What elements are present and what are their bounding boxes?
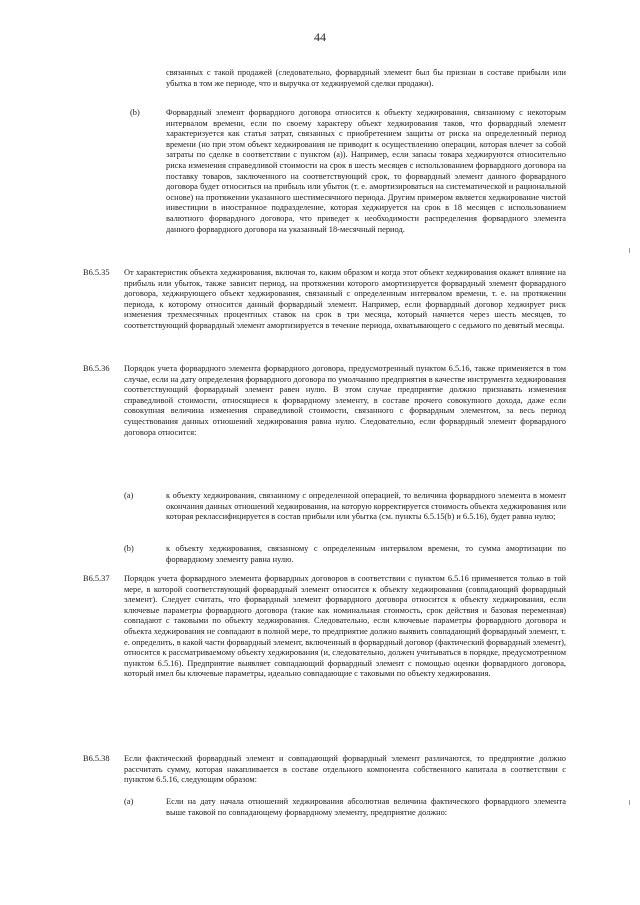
clause-b6535-label: B6.5.35 [83,268,110,277]
clause-b6538-label: B6.5.38 [83,754,110,763]
clause-b6536-a-marker: (a) [124,491,134,500]
item-b-text: Форвардный элемент форвардного договора относится к объекту хеджирования, связанному с некоторым интервалом времени, если по своему характеру объект хеджирования таков, что форвардный элемент характеризуется как статья затрат, связанных с приобретением защиты от риска на определенный период времени (но при этом объект хеджирования не приводит к осуществлению операции, которая влечет за собой затраты по сделке в соответствии с пунктом (a)). Например, если запасы товара хеджируются относительно риска изменения справедливой стоимости на срок в шесть месяцев с использованием форвардного договора на поставку товаров, заключенного на соответствующий срок, то форвардный элемент данного форвардного договора будет относиться на прибыль или убыток (т. е. амортизироваться на систематической и рациональной основе) на протяжении указанного шестимесячного периода. Другим примером является хеджирование чистой инвестиции в иностранное подразделение, которая хеджируется на срок в 18 месяцев с использованием валютного форвардного договора, что приведет к необходимости распределения форвардного элемента данного форвардного договора на указанный 18-месячный период. [166,108,566,234]
page-number: 44 [314,30,326,44]
clause-b6536-b-text: к объекту хеджирования, связанному с определенным интервалом времени, то сумма амортизации по форвардному элементу равна нулю. [166,544,566,564]
clause-b6536-a-text: к объекту хеджирования, связанному с определенной операцией, то величина форвардного элемента в момент окончания данных отношений хеджирования, на которую корректируется стоимость объекта хеджирования или которая реклассифицируется в состав прибыли или убытка (см. пункты 6.5.15(b) и 6.5.16), будет равна нулю; [166,491,566,522]
clause-b6536-label: B6.5.36 [83,364,110,373]
clause-b6536-text: Порядок учета форвардного элемента форвардного договора, предусмотренный пунктом 6.5.16, также применяется в том случае, если на дату определения форвардного договора по умолчанию предприятия в качестве инструмента хеджирования соответствующий форвардный элемент равен нулю. В этом случае предприятие должно признавать изменения справедливой стоимости, относящиеся к форвардному элементу, в составе прочего совокупного дохода, даже если совокупная величина изменения справедливой стоимости, связанного с форвардным элементом, за весь период существования данных отношений хеджирования равна нулю. Следовательно, если форвардный элемент форвардного договора относится: [124,364,566,437]
clause-b6537-text: Порядок учета форвардного элемента форвардных договоров в соответствии с пунктом 6.5.16 применяется только в той мере, в которой соответствующий форвардный элемент относится к объекту хеджирования (совпадающий форвардный элемент). Следует считать, что форвардный элемент форвардного договора относится к объекту хеджирования, если ключевые параметры форвардного договора (такие как номинальная стоимость, срок действия и базовая переменная) совпадают с таковыми по объекту хеджирования. Следовательно, если ключевые параметры форвардного договора и объекта хеджирования не совпадают в полной мере, то предприятие должно выявить совпадающий форвардный элемент, т. е. определить, в какой части форвардный элемент, включенный в форвардный договор (фактический форвардный элемент), относится к рассматриваемому объекту хеджирования (и, следовательно, должен учитываться в порядке, предусмотренном пунктом 6.5.16). Предприятие выявляет совпадающий форвардный элемент с помощью оценки форвардного договора, который имел бы ключевые параметры, идеально совпадающие с таковыми по объекту хеджирования. [124,574,566,679]
clause-b6538-text: Если фактический форвардный элемент и совпадающий форвардный элемент различаются, то предприятие должно рассчитать сумму, которая накапливается в составе отдельного компонента собственного капитала в соответствии с пунктом 6.5.16, следующим образом: [124,754,566,785]
clause-b6538-a-text: Если на дату начала отношений хеджирования абсолютная величина фактического форвардного элемента выше таковой по совпадающему форвардному элементу, предприятие должно: [166,797,566,817]
clause-b6538-a-marker: (a) [124,797,134,806]
clause-b6536-b-marker: (b) [124,544,134,553]
item-b-marker: (b) [130,108,140,117]
clause-b6535-text: От характеристик объекта хеджирования, включая то, каким образом и когда этот объект хеджирования окажет влияние на прибыль или убыток, также зависит период, на протяжении которого амортизируется форвардный элемент форвардного договора, хеджирующего объект хеджирования, связанный с определенным интервалом времени, т. е. на протяжении периода, к которому относится данный форвардный элемент. Например, если форвардный договор хеджирует риск изменения трехмесячных процентных ставок на срок в три месяца, который начнется через шесть месяцев, то соответствующий форвардный элемент амортизируется в течение периода, охватывающего с седьмого по девятый месяцы. [124,268,566,330]
scan-edge-mark [629,248,630,253]
clause-b6537-label: B6.5.37 [83,574,110,583]
continuation-paragraph: связанных с такой продажей (следовательно, форвардный элемент был бы признан в составе прибыли или убытка в том же периоде, что и выручка от хеджируемой сделки продажи). [166,68,566,88]
scan-edge-mark [629,800,630,805]
